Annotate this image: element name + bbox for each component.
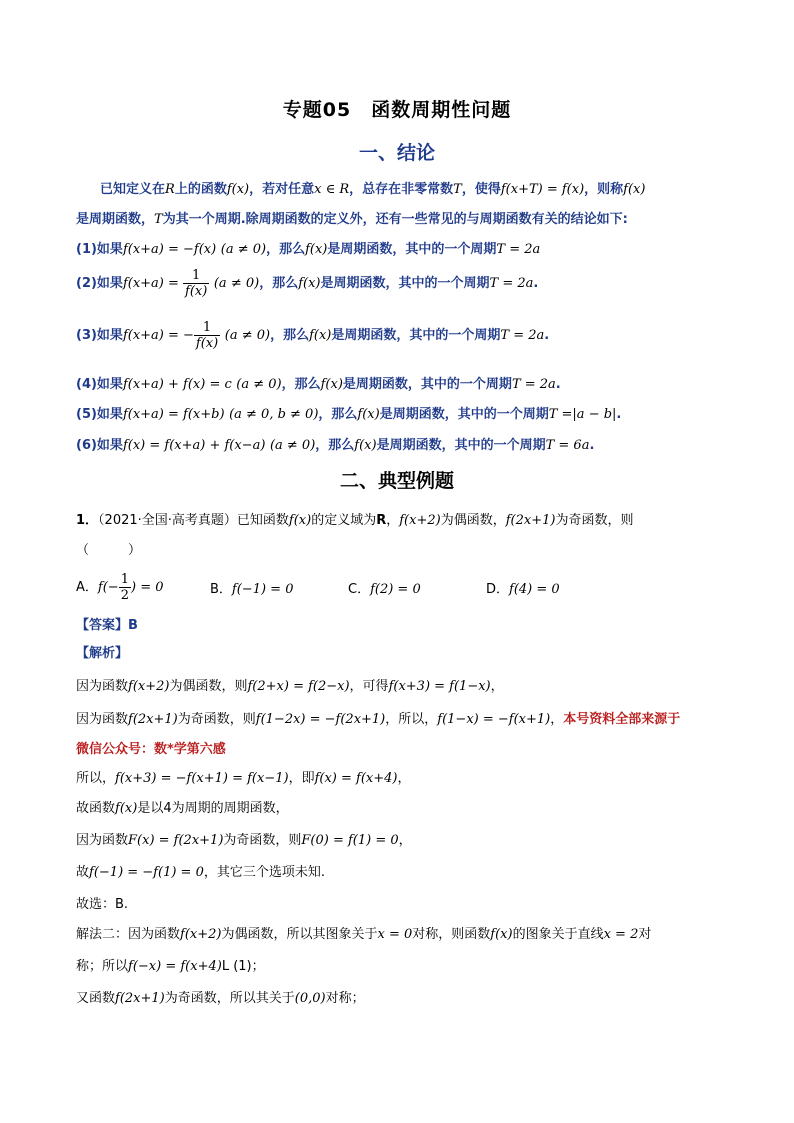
- solution-line-10: 称；所以f(−x) = f(x+4)L (1)；: [76, 959, 265, 974]
- fraction: $\frac{1}{2}$: [120, 572, 129, 603]
- question-1-paren: （ ）: [76, 543, 142, 558]
- question-1: 1．（2021·全国·高考真题）已知函数f(x)的定义域为R，f(x+2)为偶函数，f(2x+1)为奇函数，则: [76, 513, 634, 528]
- source-note: 微信公众号：数*学第六感: [76, 742, 226, 757]
- analysis-label: 【解析】: [76, 646, 129, 661]
- section-heading-conclusion: 一、结论: [358, 142, 435, 164]
- fraction: $\frac{1}{f(x)}$: [195, 320, 219, 351]
- solution-line-1: 因为函数f(x+2)为偶函数，则f(2+x) = f(2−x)，可得f(x+3) = f(1−x)，: [76, 679, 504, 694]
- solution-line-9: 解法二：因为函数f(x+2)为偶函数，所以其图象关于x = 0对称，则函数f(x)的图象关于直线x = 2对: [76, 927, 652, 942]
- solution-line-11: 又函数f(2x+1)为奇函数，所以其关于(0,0)对称；: [76, 991, 365, 1006]
- fraction: $\frac{1}{f(x)}$: [185, 268, 208, 299]
- answer-label: 【答案】B: [76, 618, 138, 633]
- intro-line-2: 是周期函数，T为其一个周期.除周期函数的定义外，还有一些常见的与周期函数有关的结论如下:: [76, 212, 628, 227]
- solution-line-6: 因为函数F(x) = f(2x+1)为奇函数，则F(0) = f(1) = 0，: [76, 833, 412, 848]
- solution-line-4: 所以，f(x+3) = −f(x+1) = f(x−1)，即f(x) = f(x+4)，: [76, 771, 411, 786]
- option-a: A．f(− $\frac{1}{2}$ ) = 0: [76, 572, 164, 603]
- rule-3: (3)如果f(x+a) = − $\frac{1}{f(x)}$ (a ≠ 0)，那么f(x)是周期函数，其中的一个周期T = 2a.: [76, 320, 550, 351]
- rule-1: (1)如果f(x+a) = −f(x) (a ≠ 0)，那么f(x)是周期函数，其中的一个周期T = 2a: [76, 242, 541, 257]
- solution-line-2: 因为函数f(2x+1)为奇函数，则f(1−2x) = −f(2x+1)，所以，f(1−x) = −f(x+1)，本号资料全部来源于: [76, 712, 681, 727]
- solution-line-8: 故选：B.: [76, 897, 129, 912]
- option-c: C．f(2) = 0: [348, 582, 421, 597]
- rule-5: (5)如果f(x+a) = f(x+b) (a ≠ 0, b ≠ 0)，那么f(x)是周期函数，其中的一个周期T =|a − b|.: [76, 407, 622, 422]
- intro-line-1: 已知定义在R上的函数f(x)，若对任意x ∈ R，总存在非零常数T，使得f(x+T) = f(x)，则称f(x): [100, 182, 646, 197]
- section-heading-examples: 二、典型例题: [339, 470, 454, 492]
- rule-2: (2)如果f(x+a) = $\frac{1}{f(x)}$ (a ≠ 0)，那么f(x)是周期函数，其中的一个周期T = 2a.: [76, 268, 539, 299]
- solution-line-5: 故函数f(x)是以4为周期的周期函数，: [76, 801, 289, 816]
- rule-6: (6)如果f(x) = f(x+a) + f(x−a) (a ≠ 0)，那么f(x)是周期函数，其中的一个周期T = 6a.: [76, 438, 595, 453]
- solution-line-7: 故f(−1) = −f(1) = 0，其它三个选项未知.: [76, 865, 325, 880]
- option-b: B．f(−1) = 0: [210, 582, 294, 597]
- page-title: 专题05 函数周期性问题: [282, 99, 512, 121]
- rule-4: (4)如果f(x+a) + f(x) = c (a ≠ 0)，那么f(x)是周期函数，其中的一个周期T = 2a.: [76, 377, 561, 392]
- option-d: D．f(4) = 0: [486, 582, 560, 597]
